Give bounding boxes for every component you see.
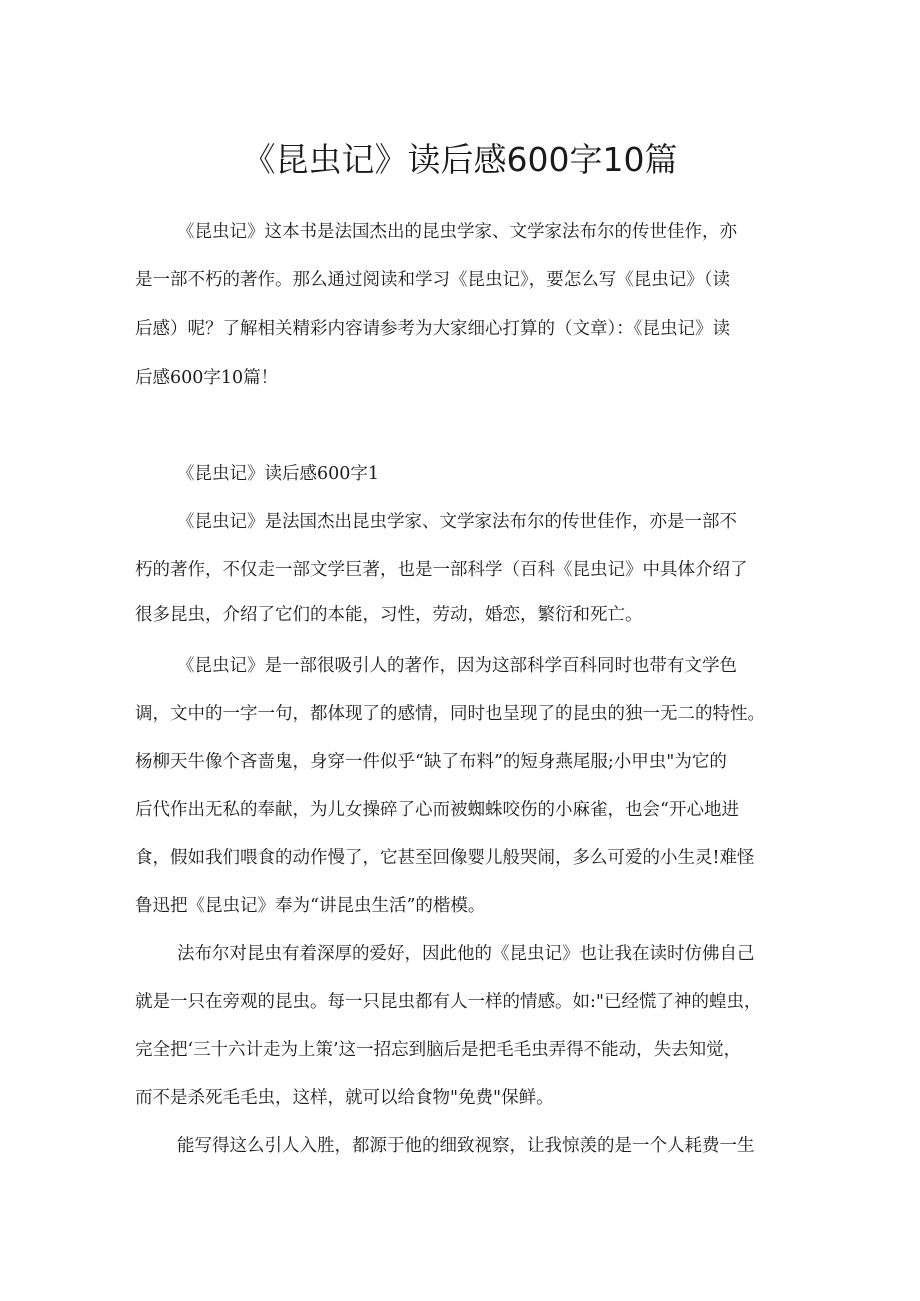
text-line: 就是一只在旁观的昆虫。每一只昆虫都有人一样的情感。如:"已经慌了神的蝗虫， (135, 992, 762, 1012)
section-heading: 《昆虫记》读后感600字1 (177, 464, 380, 484)
text-line: 食，假如我们喂食的动作慢了，它甚至回像婴儿般哭闹，多么可爱的小生灵!难怪 (135, 848, 755, 868)
text-line: 后感）呢？了解相关精彩内容请参考为大家细心打算的（文章）：《昆虫记》读 (135, 319, 730, 339)
text-line: 后代作出无私的奉献，为儿女操碎了心而被蜘蛛咬伤的小麻雀，也会“开心地进 (135, 800, 739, 820)
text-line: 是一部不朽的著作。那么通过阅读和学习《昆虫记》，要怎么写《昆虫记》（读 (135, 270, 730, 290)
text-line: 很多昆虫，介绍了它们的本能，习性，劳动，婚恋，繁衍和死亡。 (135, 605, 643, 625)
text-line: 后感600字10篇！ (135, 368, 279, 388)
text-line: 能写得这么引人入胜，都源于他的细致视察，让我惊羡的是一个人耗费一生 (177, 1136, 755, 1156)
text-line: 完全把‘三十六计走为上策’这一招忘到脑后是把毛毛虫弄得不能动，失去知觉， (135, 1040, 742, 1060)
text-line: 而不是杀死毛毛虫，这样，就可以给食物"免费"保鲜。 (135, 1088, 554, 1108)
document-title: 《昆虫记》读后感600字10篇 (242, 140, 678, 179)
text-line: 鲁迅把《昆虫记》奉为“讲昆虫生活”的楷模。 (135, 896, 486, 916)
text-line: 调，文中的一字一句，都体现了的感情，同时也呈现了的昆虫的独一无二的特性。 (135, 704, 765, 724)
text-line: 《昆虫记》是一部很吸引人的著作，因为这部科学百科同时也带有文学色 (177, 656, 737, 676)
text-line: 朽的著作，不仅走一部文学巨著，也是一部科学（百科《昆虫记》中具体介绍了 (135, 560, 748, 580)
text-line: 《昆虫记》这本书是法国杰出的昆虫学家、文学家法布尔的传世佳作，亦 (177, 222, 737, 242)
text-line: 杨柳天牛像个吝啬鬼，身穿一件似乎“缺了布料”的短身燕尾服;小甲虫"为它的 (135, 752, 727, 772)
text-line: 《昆虫记》是法国杰出昆虫学家、文学家法布尔的传世佳作，亦是一部不 (177, 512, 737, 532)
text-line: 法布尔对昆虫有着深厚的爱好，因此他的《昆虫记》也让我在读时仿佛自己 (177, 944, 755, 964)
